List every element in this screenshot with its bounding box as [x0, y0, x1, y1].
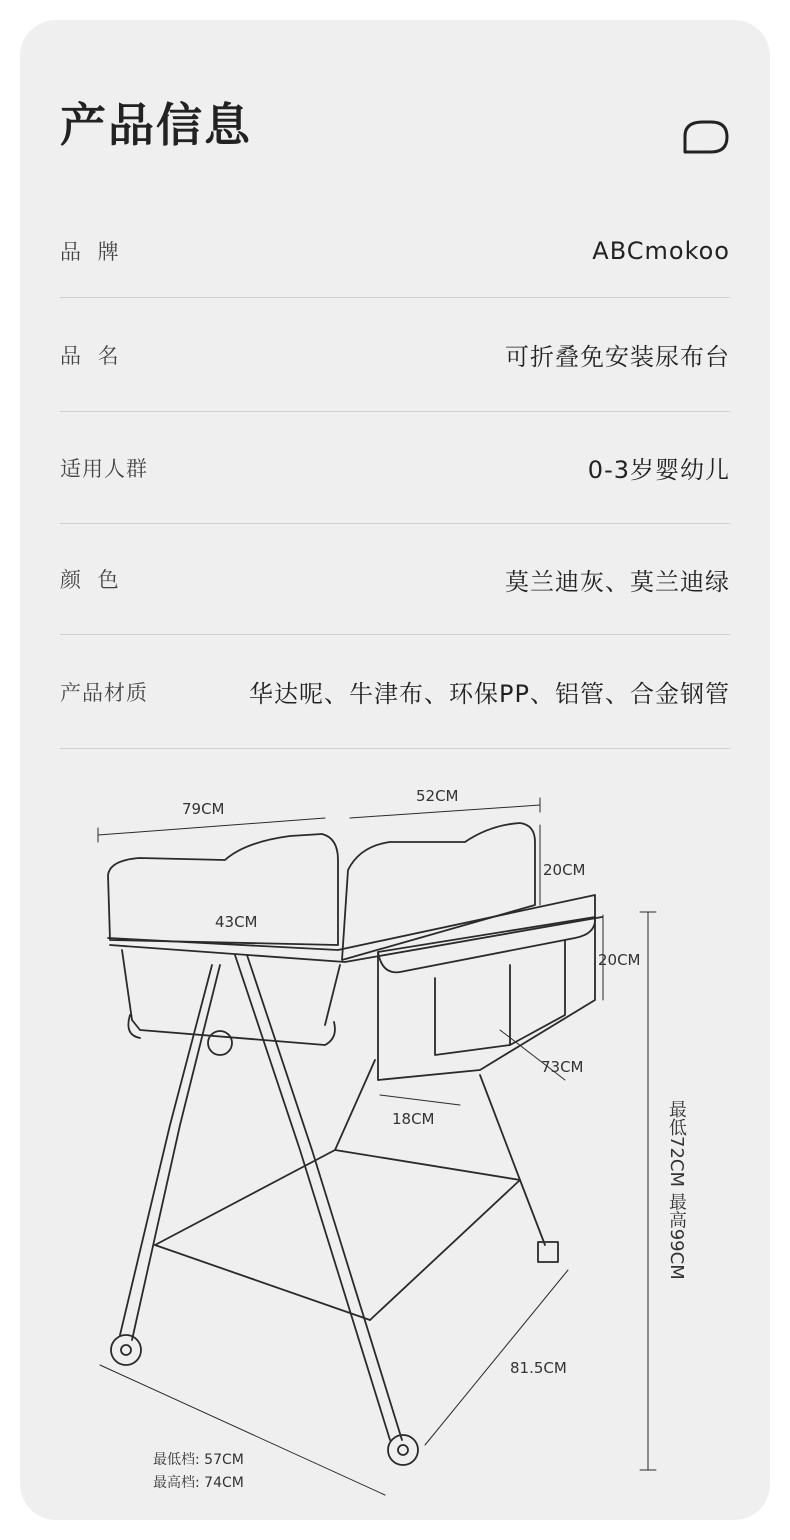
dimension-label: 73CM	[541, 1058, 584, 1076]
spec-label: 产品材质	[60, 680, 148, 705]
spec-label: 适用人群	[60, 456, 148, 481]
dimension-label: 81.5CM	[510, 1359, 567, 1377]
spec-value: ABCmokoo	[592, 237, 730, 265]
spec-value: 0-3岁婴幼儿	[587, 456, 730, 484]
dimension-label: 20CM	[543, 861, 586, 879]
dimension-label: 20CM	[598, 951, 641, 969]
page-title: 产品信息	[60, 98, 252, 152]
dimension-label: 79CM	[182, 800, 225, 818]
dimension-label: 43CM	[215, 913, 258, 931]
spec-label: 颜 色	[60, 568, 124, 592]
changing-table-drawing	[20, 20, 770, 1520]
spec-label: 品 牌	[60, 240, 124, 264]
spec-value: 可折叠免安装尿布台	[505, 343, 730, 371]
spec-value: 莫兰迪灰、莫兰迪绿	[505, 567, 730, 596]
height-range-label: 最低72CM 最高99CM	[666, 1100, 687, 1280]
high-setting-label: 最高档: 74CM	[153, 1475, 244, 1491]
product-info-card	[20, 20, 770, 1520]
spec-label: 品 名	[60, 343, 124, 368]
dimension-label: 52CM	[416, 787, 459, 805]
low-setting-label: 最低档: 57CM	[153, 1452, 244, 1468]
spec-value: 华达呢、牛津布、环保PP、铝管、合金钢管	[249, 680, 730, 708]
dimension-label: 18CM	[392, 1110, 435, 1128]
